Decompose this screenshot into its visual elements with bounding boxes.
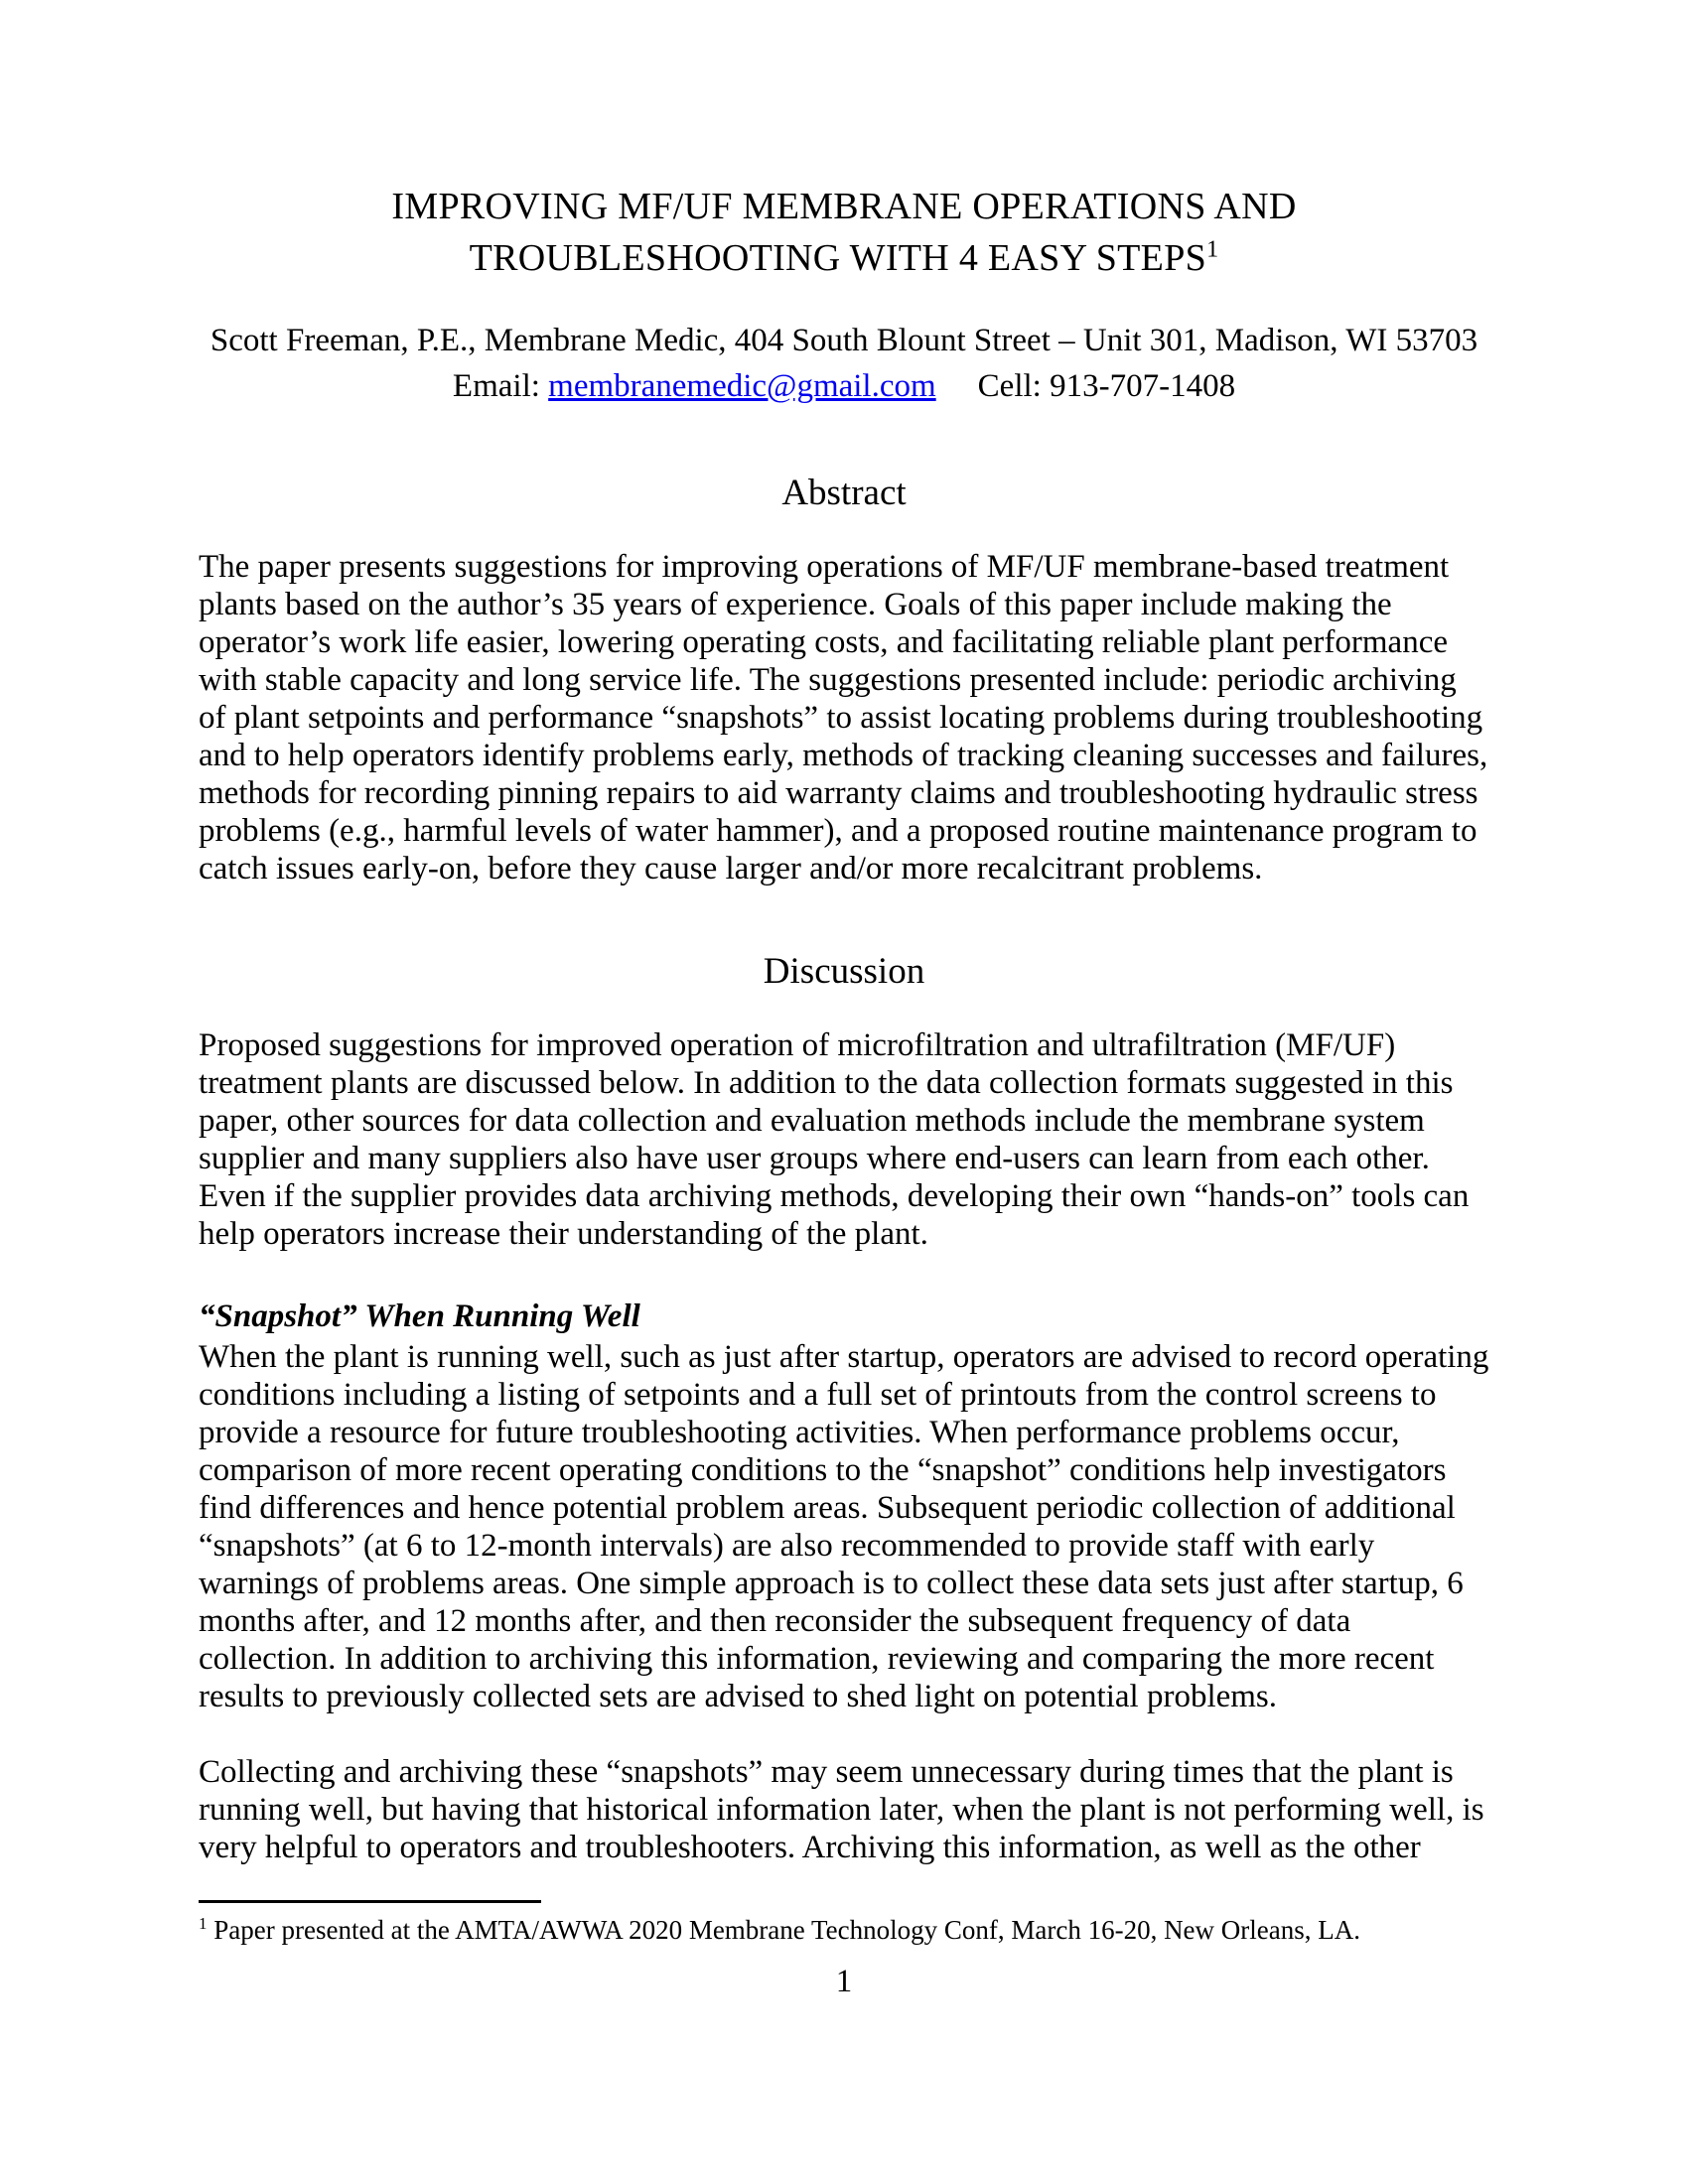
cell-number: Cell: 913-707-1408 bbox=[977, 368, 1236, 404]
page-number: 1 bbox=[835, 1964, 853, 1999]
footnote-marker: 1 bbox=[199, 1914, 208, 1933]
section-snapshot-when-running-well bbox=[199, 1295, 1489, 1866]
page-footer bbox=[199, 1900, 1489, 2000]
paper-title bbox=[199, 181, 1489, 284]
contact-line bbox=[199, 363, 1489, 409]
email-link[interactable]: membranemedic@gmail.com bbox=[548, 368, 936, 404]
abstract-paragraph: The paper presents suggestions for improving operations of MF/UF membrane-based treatment plants based on the author’s 35 years of experience. Goals of this paper include making the operator’s work life easier, lowering operating costs, and facilitating reliable plant performance with stable capacity and long service life. The suggestions presented include: periodic archiving of plant setpoints and performance “snapshots” to assist locating problems during troubleshooting and to help operators identify problems early, methods of tracking cleaning successes and failures, methods for recording pinning repairs to aid warranty claims and troubleshooting hydraulic stress problems (e.g., harmful levels of water hammer), and a proposed routine maintenance program to catch issues early-on, before they cause larger and/or more recalcitrant problems. bbox=[199, 549, 1488, 887]
paper-header bbox=[199, 181, 1489, 409]
discussion-heading: Discussion bbox=[763, 951, 925, 992]
email-label: Email: bbox=[452, 368, 549, 404]
snapshot-paragraph-1: When the plant is running well, such as just after startup, operators are advised to record operating conditions including a listing of setpoints and a full set of printouts from the control screens to provide a resource for future troubleshooting activities. When performance problems occur, comparison of more recent operating conditions to the “snapshot” conditions help investigators find differences and hence potential problem areas. Subsequent periodic collection of additional “snapshots” (at 6 to 12-month intervals) are also recommended to provide staff with early warnings of problems areas. One simple approach is to collect these data sets just after startup, 6 months after, and 12 months after, and then reconsider the subsequent frequency of data collection. In addition to archiving this information, reviewing and comparing the more recent results to previously collected sets are advised to shed light on potential problems. bbox=[199, 1339, 1489, 1714]
footnote bbox=[199, 1913, 1489, 1947]
title-footnote-ref: 1 bbox=[1206, 236, 1219, 263]
abstract-heading: Abstract bbox=[781, 473, 907, 513]
footnote-separator bbox=[199, 1900, 541, 1903]
discussion-paragraph: Proposed suggestions for improved operation of microfiltration and ultrafiltration (MF/UF) treatment plants are discussed below. In addition to the data collection formats suggested in this paper, other sources for data collection and evaluation methods include the membrane system supplier and many suppliers also have user groups where end-users can learn from each other. Even if the supplier provides data archiving methods, developing their own “hands-on” tools can help operators increase their understanding of the plant. bbox=[199, 1027, 1470, 1252]
section-abstract bbox=[199, 469, 1489, 887]
snapshot-subheading: “Snapshot” When Running Well bbox=[199, 1298, 640, 1334]
author-line: Scott Freeman, P.E., Membrane Medic, 404 South Blount Street – Unit 301, Madison, WI 53703 bbox=[210, 323, 1478, 358]
title-line-2: TROUBLESHOOTING WITH 4 EASY STEPS bbox=[469, 237, 1207, 279]
snapshot-paragraph-2: Collecting and archiving these “snapshots” may seem unnecessary during times that the plant is running well, but having that historical information later, when the plant is not performing well, is very helpful to operators and troubleshooters. Archiving this information, as well as the other bbox=[199, 1754, 1484, 1865]
title-line-1: IMPROVING MF/UF MEMBRANE OPERATIONS AND bbox=[391, 186, 1297, 227]
author-block bbox=[199, 318, 1489, 409]
section-discussion bbox=[199, 947, 1489, 1253]
footnote-text: Paper presented at the AMTA/AWWA 2020 Membrane Technology Conf, March 16-20, New Orleans, LA. bbox=[207, 1915, 1361, 1945]
